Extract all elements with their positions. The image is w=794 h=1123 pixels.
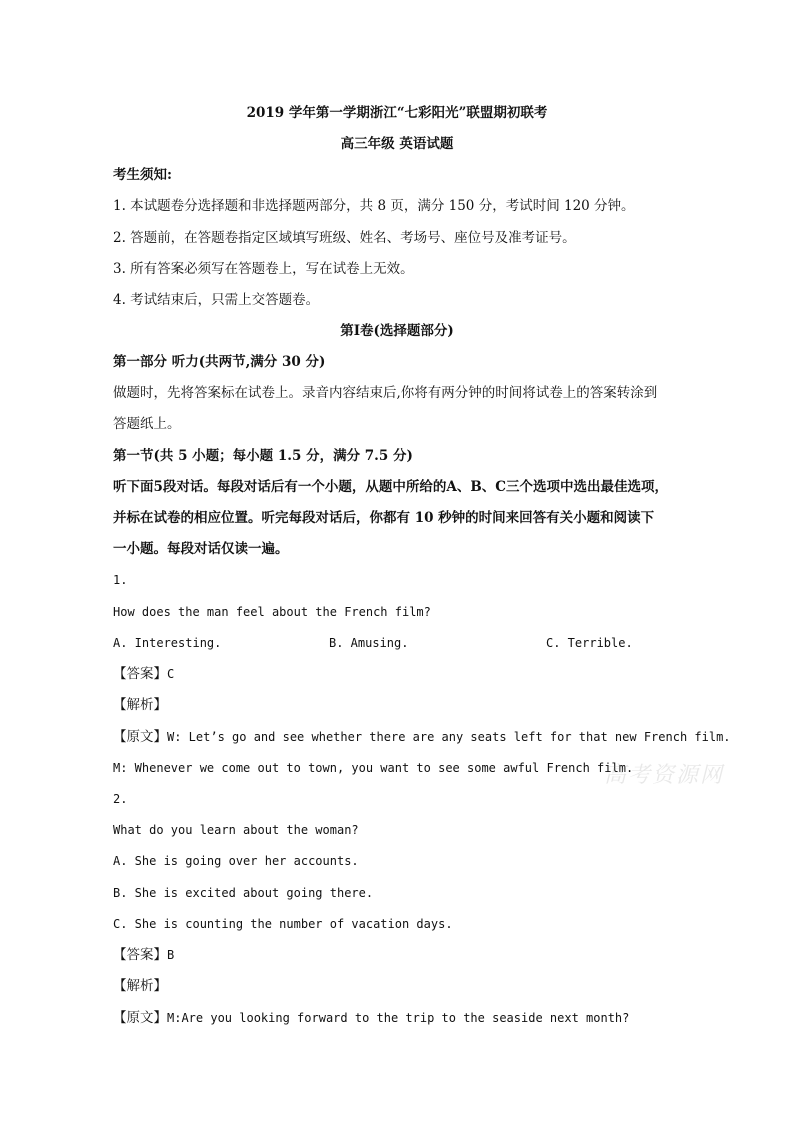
original-text: M:Are you looking forward to the trip to the seaside next month?	[167, 1011, 630, 1025]
part1-heading: 第一部分 听力(共两节,满分 30 分)	[113, 354, 326, 370]
option-b: B. Amusing.	[329, 636, 409, 650]
question-text: How does the man feel about the French film?	[113, 605, 431, 619]
notice-item: 4. 考试结束后，只需上交答题卷。	[113, 292, 320, 308]
watermark: 高考资源网	[604, 763, 725, 788]
original-label: 【原文】	[113, 729, 167, 745]
option-b: B. She is excited about going there.	[113, 886, 374, 900]
section1-instruction: 听下面5段对话。每段对话后有一个小题，从题中所给的A、B、C三个选项中选出最佳选项，	[113, 479, 669, 495]
option-c: C. Terrible.	[546, 636, 633, 650]
option-a: A. Interesting.	[113, 636, 222, 650]
answer-value: C	[167, 667, 175, 681]
part1-instruction: 做题时，先将答案标在试卷上。录音内容结束后,你将有两分钟的时间将试卷上的答案转涂到	[113, 385, 658, 401]
original-text: M: Whenever we come out to town, you want to see some awful French film.	[113, 761, 634, 775]
analysis-label: 【解析】	[113, 697, 167, 713]
notice-item: 1. 本试题卷分选择题和非选择题两部分，共 8 页，满分 150 分，考试时间 120 分钟。	[113, 198, 635, 214]
notice-item: 2. 答题前，在答题卷指定区域填写班级、姓名、考场号、座位号及准考证号。	[113, 230, 576, 246]
exam-subtitle: 高三年级 英语试题	[340, 136, 454, 152]
analysis-label: 【解析】	[113, 978, 167, 994]
exam-title: 2019 学年第一学期浙江“七彩阳光”联盟期初联考	[246, 105, 548, 121]
answer-line	[113, 664, 174, 684]
original-line	[113, 1008, 629, 1028]
section-title: 第Ⅰ卷(选择题部分)	[340, 323, 454, 339]
notice-heading: 考生须知:	[113, 167, 172, 183]
part1-instruction: 答题纸上。	[113, 416, 181, 432]
option-a: A. She is going over her accounts.	[113, 854, 359, 868]
answer-line	[113, 945, 174, 965]
question-number: 1.	[113, 573, 128, 587]
answer-label: 【答案】	[113, 947, 167, 963]
notice-item: 3. 所有答案必须写在答题卷上，写在试卷上无效。	[113, 261, 414, 277]
question-number: 2.	[113, 792, 128, 806]
answer-value: B	[167, 948, 175, 962]
option-c: C. She is counting the number of vacation days.	[113, 917, 453, 931]
question-text: What do you learn about the woman?	[113, 823, 359, 837]
section1-instruction: 一小题。每段对话仅读一遍。	[113, 541, 289, 557]
original-text: W: Let’s go and see whether there are any seats left for that new French film.	[167, 730, 731, 744]
section1-heading: 第一节(共 5 小题；每小题 1.5 分，满分 7.5 分)	[113, 448, 413, 464]
original-label: 【原文】	[113, 1010, 167, 1026]
original-line	[113, 727, 731, 747]
section1-instruction: 并标在试卷的相应位置。听完每段对话后，你都有 10 秒钟的时间来回答有关小题和阅读下	[113, 510, 655, 526]
answer-label: 【答案】	[113, 666, 167, 682]
